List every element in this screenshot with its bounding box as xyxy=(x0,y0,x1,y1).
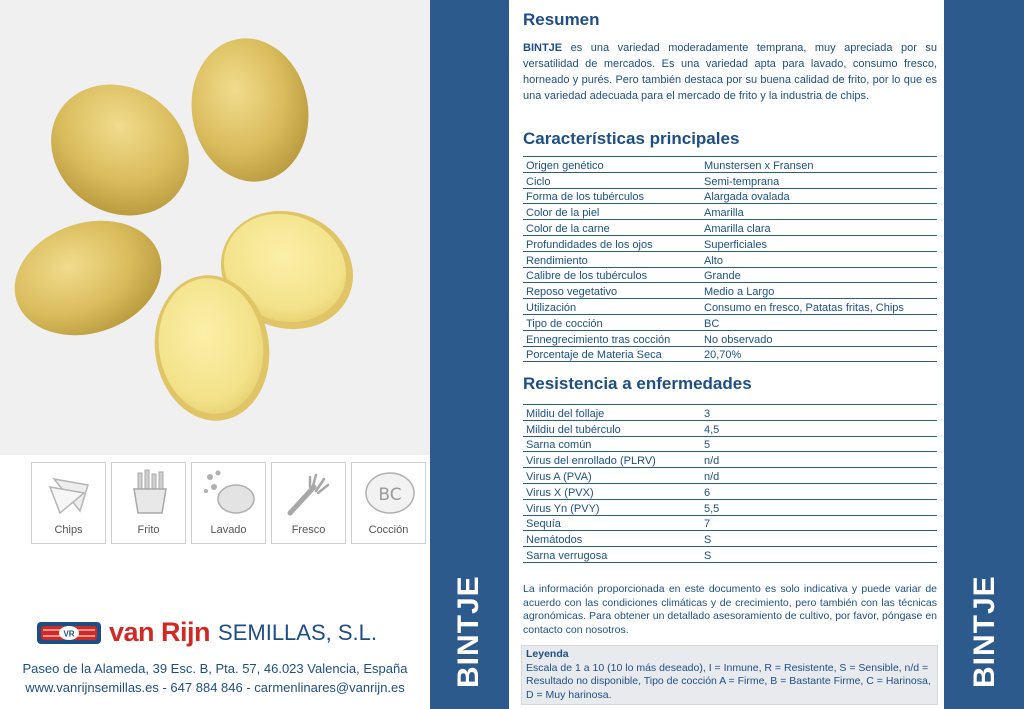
use-card-lavado xyxy=(191,462,266,544)
row-value: Munstersen x Fransen xyxy=(701,157,937,173)
table-row xyxy=(523,420,937,436)
summary-title: Resumen xyxy=(523,10,600,29)
row-key: Rendimiento xyxy=(523,251,701,267)
table-row xyxy=(523,468,937,484)
legend-title: Leyenda xyxy=(526,648,569,660)
table-row xyxy=(523,267,937,283)
whole-potato xyxy=(180,29,319,191)
row-value: Consumo en fresco, Patatas fritas, Chips xyxy=(701,299,937,315)
row-key: Ennegrecimiento tras cocción xyxy=(523,330,701,346)
brand-name: van Rijn xyxy=(109,617,211,647)
table-row xyxy=(523,235,937,251)
row-value: Grande xyxy=(701,267,937,283)
row-key: Virus A (PVA) xyxy=(523,468,701,484)
use-label: Frito xyxy=(137,524,160,536)
table-row xyxy=(523,157,937,173)
row-value: S xyxy=(701,547,937,563)
row-key: Reposo vegetativo xyxy=(523,283,701,299)
row-value: 3 xyxy=(701,405,937,421)
legend-text: Escala de 1 a 10 (10 lo más deseado), I = Inmune, R = Resistente, S = Sensible, n/d = Resultado no disponible, Tipo de cocción A = Firme, B = Bastante Firme, C = Harinosa, D = Muy harinosa. xyxy=(526,661,931,701)
row-key: Nemátodos xyxy=(523,531,701,547)
table-row xyxy=(523,405,937,421)
left-band xyxy=(430,0,509,709)
company-contact: www.vanrijnsemillas.es - 647 884 846 - carmenlinares@vanrijn.es xyxy=(25,680,405,695)
right-band xyxy=(944,0,1024,709)
row-key: Origen genético xyxy=(523,157,701,173)
row-key: Virus Yn (PVY) xyxy=(523,499,701,515)
resistance-title: Resistencia a enfermedades xyxy=(523,374,752,393)
resistance-table xyxy=(523,404,937,563)
table-row xyxy=(523,515,937,531)
use-card-coccion xyxy=(351,462,426,544)
summary-text xyxy=(523,40,937,104)
row-key: Virus X (PVX) xyxy=(523,483,701,499)
row-key: Mildiu del tubérculo xyxy=(523,420,701,436)
use-badge: BC xyxy=(378,485,402,505)
chips-icon xyxy=(40,467,98,517)
row-key: Sequía xyxy=(523,515,701,531)
company-address: Paseo de la Alameda, 39 Esc. B, Pta. 57, 46.023 Valencia, España xyxy=(22,661,408,676)
company-name: SEMILLAS, S.L. xyxy=(218,619,377,645)
table-row xyxy=(523,531,937,547)
row-key: Profundidades de los ojos xyxy=(523,235,701,251)
variety-title: BINTJE xyxy=(452,575,485,688)
whole-potato xyxy=(25,58,214,242)
row-value: 7 xyxy=(701,515,937,531)
company-brand xyxy=(37,617,377,648)
table-row xyxy=(523,330,937,346)
row-value: BC xyxy=(701,314,937,330)
summary-lead: BINTJE xyxy=(523,42,563,54)
row-value: No observado xyxy=(701,330,937,346)
table-row xyxy=(523,483,937,499)
row-value: Semi-temprana xyxy=(701,172,937,188)
row-key: Sarna verrugosa xyxy=(523,547,701,563)
use-card-frito xyxy=(111,462,186,544)
use-card-fresco xyxy=(271,462,346,544)
uses-row xyxy=(31,462,426,544)
row-key: Calibre de los tubérculos xyxy=(523,267,701,283)
row-value: 4,5 xyxy=(701,420,937,436)
characteristics-title: Características principales xyxy=(523,129,740,148)
row-key: Forma de los tubérculos xyxy=(523,188,701,204)
use-label: Chips xyxy=(54,524,83,536)
table-row xyxy=(523,547,937,563)
row-value: n/d xyxy=(701,452,937,468)
use-label: Lavado xyxy=(210,524,247,536)
washed-potato-icon xyxy=(200,467,258,517)
row-value: n/d xyxy=(701,468,937,484)
use-card-chips xyxy=(31,462,106,544)
van-rijn-logo-icon xyxy=(37,620,101,646)
whole-potato xyxy=(0,203,176,354)
summary-body: es una variedad moderadamente temprana, muy apreciada por su versatilidad de mercados. Es una variedad apta para lavado, consumo fresco, horneado y purés. Pero también destaca por su buena calidad de frito, por lo que es una variedad adecuada para el mercado de frito y la industria de chips. xyxy=(523,42,937,102)
legend-box xyxy=(521,645,938,705)
table-row xyxy=(523,346,937,362)
table-row xyxy=(523,314,937,330)
table-row xyxy=(523,188,937,204)
row-value: Medio a Largo xyxy=(701,283,937,299)
characteristics-table xyxy=(523,156,937,362)
row-value: Alto xyxy=(701,251,937,267)
row-value: Alargada ovalada xyxy=(701,188,937,204)
row-value: 5 xyxy=(701,436,937,452)
row-key: Porcentaje de Materia Seca xyxy=(523,346,701,362)
table-row xyxy=(523,283,937,299)
fries-icon xyxy=(120,467,178,517)
logo-text: VR xyxy=(63,629,75,638)
row-key: Sarna común xyxy=(523,436,701,452)
row-key: Ciclo xyxy=(523,172,701,188)
row-value: Amarilla xyxy=(701,204,937,220)
row-value: Superficiales xyxy=(701,235,937,251)
table-row xyxy=(523,452,937,468)
table-row xyxy=(523,499,937,515)
table-row xyxy=(523,204,937,220)
row-key: Color de la carne xyxy=(523,220,701,236)
fork-icon xyxy=(280,467,338,517)
table-row xyxy=(523,299,937,315)
row-value: 5,5 xyxy=(701,499,937,515)
use-label: Cocción xyxy=(368,524,409,536)
row-key: Virus del enrollado (PLRV) xyxy=(523,452,701,468)
row-key: Utilización xyxy=(523,299,701,315)
table-row xyxy=(523,251,937,267)
table-row xyxy=(523,172,937,188)
table-row xyxy=(523,436,937,452)
potato-photo xyxy=(0,0,430,455)
row-value: Amarilla clara xyxy=(701,220,937,236)
row-value: S xyxy=(701,531,937,547)
row-key: Mildiu del follaje xyxy=(523,405,701,421)
variety-title: BINTJE xyxy=(968,575,1001,688)
table-row xyxy=(523,220,937,236)
use-label: Fresco xyxy=(291,524,326,536)
row-value: 6 xyxy=(701,483,937,499)
disclaimer: La información proporcionada en este documento es solo indicativa y puede variar de acuerdo con las condiciones climáticas y de crecimiento, pero también con las técnicas agronómicas. Para obtener un detallado asesoramiento de cultivo, por favor, póngase en contacto con nosotros. xyxy=(523,583,937,636)
row-key: Tipo de cocción xyxy=(523,314,701,330)
row-key: Color de la piel xyxy=(523,204,701,220)
bc-cooking-icon xyxy=(360,467,418,517)
row-value: 20,70% xyxy=(701,346,937,362)
